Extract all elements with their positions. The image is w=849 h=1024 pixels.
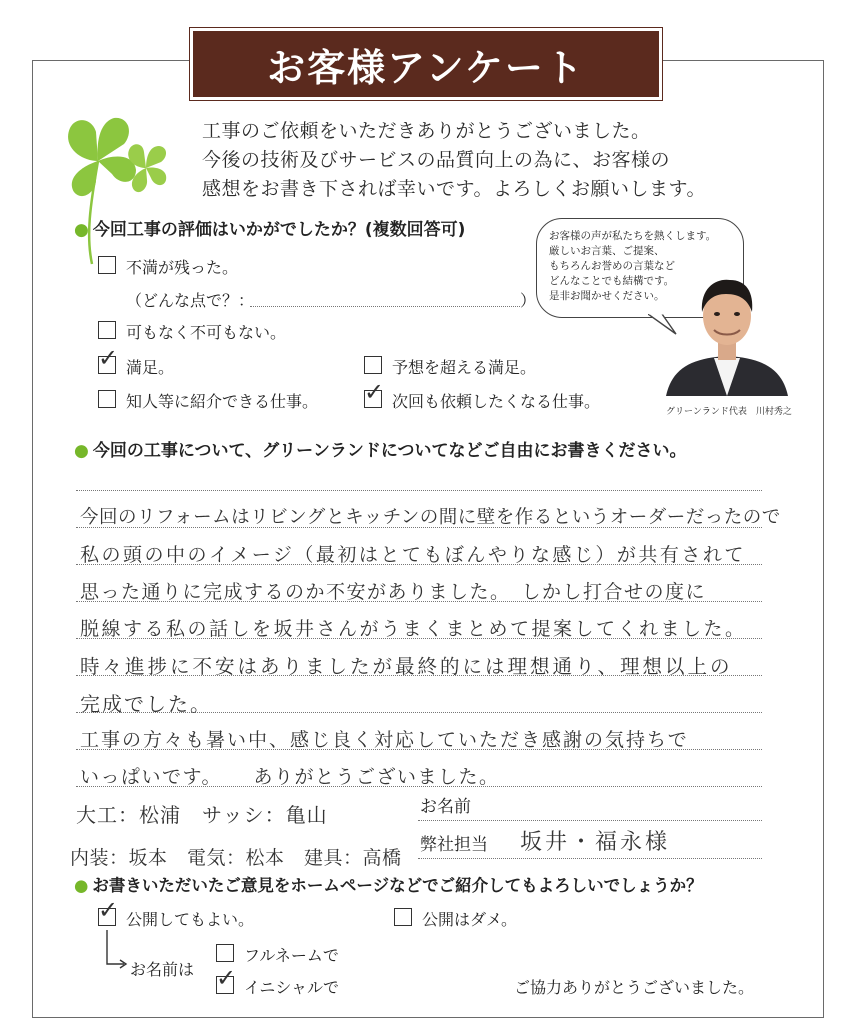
representative-photo	[662, 268, 792, 396]
comment-line-3: 思った通りに完成するのか不安がありました。 しかし打合せの度に	[80, 581, 707, 603]
comment-line-8: いっぱいです。 ありがとうございました。	[80, 766, 500, 788]
checkmark-icon: ✓	[98, 344, 119, 372]
crew-line-2: 内装：坂本 電気：松本 建具：高橋	[70, 847, 402, 869]
question-2-heading: ● 今回の工事について、グリーンランドについてなどご自由にお書きください。	[74, 441, 687, 461]
photo-caption: グリーンランド代表 川村秀之	[666, 407, 792, 417]
question-3-heading: ● お書きいただいたご意見をホームページなどでご紹介してもよろしいでしょうか？	[74, 876, 703, 895]
option-satisfied-label: 満足。	[126, 358, 175, 377]
comment-line-4: 脱線する私の話しを坂井さんがうまくまとめて提案してくれました。	[80, 618, 747, 640]
bubble-line: 是非お聞かせください。	[549, 290, 665, 302]
bullet-dot-icon: ●	[74, 876, 89, 895]
thanks-message: ご協力ありがとうございました。	[514, 978, 755, 997]
option-recommendable-label: 知人等に紹介できる仕事。	[126, 392, 319, 411]
intro-line-2: 今後の技術及びサービスの品質向上の為に、お客様の	[202, 149, 671, 171]
publish-ng-label: 公開はダメ。	[422, 910, 518, 929]
staff-label: 弊社担当	[420, 835, 488, 855]
checkbox-publish-ng[interactable]	[394, 908, 412, 926]
bubble-line: もちろんお誉めの言葉など	[549, 260, 675, 272]
writing-line	[76, 490, 762, 491]
bubble-line: お客様の声が私たちを熱くします。	[549, 230, 717, 242]
staff-field-line	[418, 858, 762, 859]
option-request-again-label: 次回も依頼したくなる仕事。	[392, 392, 601, 411]
bullet-dot-icon: ●	[74, 220, 89, 240]
name-format-label: お名前は	[130, 960, 195, 979]
name-field-line[interactable]	[418, 820, 762, 821]
bubble-line: 厳しいお言葉、ご提案、	[549, 245, 665, 257]
intro-line-1: 工事のご依頼をいただきありがとうございました。	[202, 120, 651, 142]
option-beyond-expectation-label: 予想を超える満足。	[392, 358, 537, 377]
comment-line-1: 今回のリフォームはリビングとキッチンの間に壁を作るというオーダーだったので	[80, 507, 781, 528]
checkbox-beyond-expectation[interactable]	[364, 356, 382, 374]
comment-line-7: 工事の方々も暑い中、感じ良く対応していただき感謝の気持ちで	[80, 729, 689, 751]
staff-value: 坂井・福永様	[520, 830, 671, 855]
arrow-icon	[100, 930, 130, 974]
crew-line-1: 大工：松浦 サッシ：亀山	[76, 803, 328, 827]
fullname-label: フルネームで	[244, 946, 339, 965]
option-dissatisfied-label: 不満が残った。	[126, 258, 239, 277]
title-banner	[190, 28, 662, 100]
checkbox-recommendable[interactable]	[98, 390, 116, 408]
option-neutral-label: 可もなく不可もない。	[126, 323, 287, 342]
checkmark-icon: ✓	[98, 896, 119, 924]
question-1-heading: ● 今回工事の評価はいかがでしたか？(複数回答可)	[74, 220, 466, 240]
initial-label: イニシャルで	[244, 978, 340, 997]
checkmark-icon: ✓	[364, 378, 385, 406]
checkbox-dissatisfied[interactable]	[98, 256, 116, 274]
bubble-line: どんなことでも結構です。	[549, 275, 675, 287]
name-label: お名前	[420, 797, 471, 817]
checkbox-fullname[interactable]	[216, 944, 234, 962]
comment-line-6: 完成でした。	[80, 692, 212, 716]
intro-line-3: 感想をお書き下されば幸いです。よろしくお願いします。	[202, 178, 706, 200]
detail-open-paren: （どんな点で？：	[126, 291, 255, 310]
page-title: お客様アンケート	[267, 45, 585, 90]
detail-close-paren: ）	[520, 291, 537, 310]
checkmark-icon: ✓	[216, 964, 237, 992]
comment-line-2: 私の頭の中のイメージ（最初はとてもぼんやりな感じ）が共有されて	[80, 544, 746, 566]
comment-line-5: 時々進捗に不安はありましたが最終的には理想通り、理想以上の	[80, 655, 733, 678]
checkbox-neutral[interactable]	[98, 321, 116, 339]
bullet-dot-icon: ●	[74, 441, 89, 461]
detail-answer-line[interactable]	[250, 306, 520, 307]
publish-ok-label: 公開してもよい。	[126, 910, 255, 929]
